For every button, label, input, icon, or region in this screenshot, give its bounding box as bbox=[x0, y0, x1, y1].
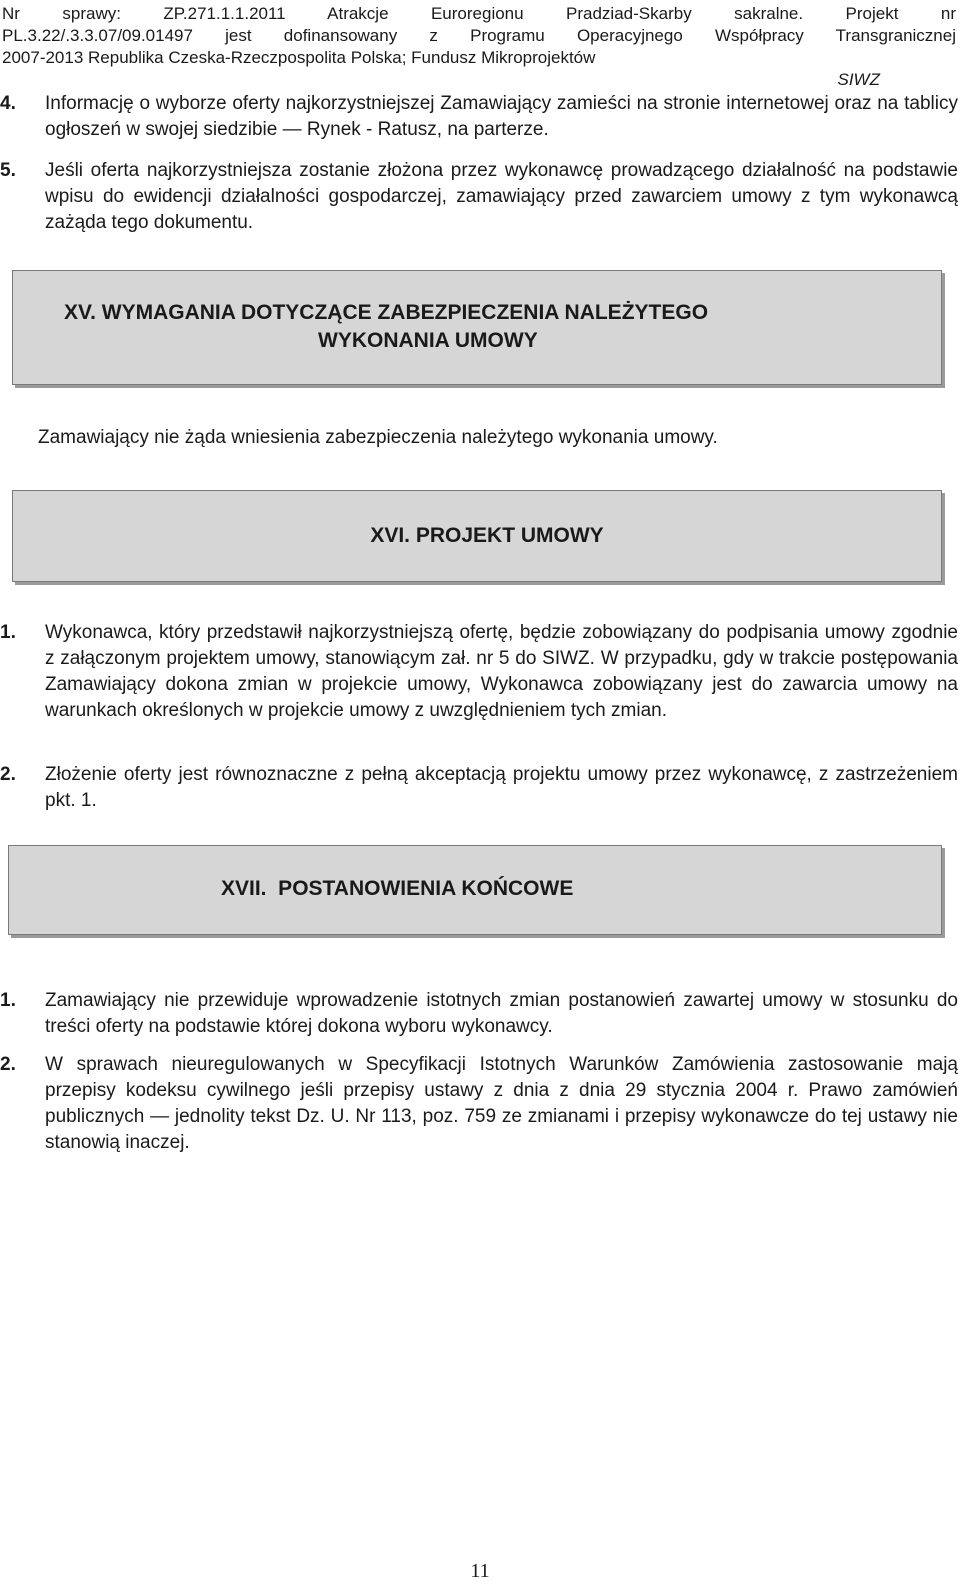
section-xv-heading-line-2: WYKONANIA UMOWY bbox=[318, 329, 538, 352]
xvi-item-1-number: 1. bbox=[0, 622, 16, 643]
xvii-item-1-text: Zamawiający nie przewiduje wprowadzenie istotnych zmian postanowień zawartej umowy w stosunku do treści oferty na podstawie której dokona wyboru wykonawcy. bbox=[45, 990, 958, 1037]
item-4-number: 4. bbox=[0, 93, 16, 114]
xvii-item-1-number: 1. bbox=[0, 990, 16, 1011]
siwz-label: SIWZ bbox=[837, 70, 880, 89]
xvi-item-1-text: Wykonawca, który przedstawił najkorzystniejszą ofertę, będzie zobowiązany do podpisania umowy zgodnie z załączonym projektem umowy, stanowiącym zał. nr 5 do SIWZ. W przypadku, gdy w trakcie postępowania Zamawiający dokona zmian w projekcie umowy, Wykonawca zobowiązany jest do zawarcia umowy na warunkach określonych w projekcie umowy z uwzględnieniem tych zmian. bbox=[45, 622, 958, 721]
section-xvii-heading: XVII. POSTANOWIENIA KOŃCOWE bbox=[221, 877, 574, 900]
item-4-text: Informację o wyborze oferty najkorzystniejszej Zamawiający zamieści na stronie internetowej oraz na tablicy ogłoszeń w swojej siedzibie — Rynek - Ratusz, na parterze. bbox=[45, 93, 958, 140]
section-xvii-heading-box bbox=[8, 845, 942, 935]
section-xv-text: Zamawiający nie żąda wniesienia zabezpieczenia należytego wykonania umowy. bbox=[38, 427, 718, 448]
header-line-3: 2007-2013 Republika Czeska-Rzeczpospolita Polska; Fundusz Mikroprojektów bbox=[2, 48, 596, 67]
header-line-2: PL.3.22/.3.3.07/09.01497 jest dofinansowany z Programu Operacyjnego Współpracy Transgranicznej bbox=[2, 26, 956, 45]
item-5-text: Jeśli oferta najkorzystniejsza zostanie złożona przez wykonawcę prowadzącego działalność na podstawie wpisu do ewidencji działalności gospodarczej, zamawiający przed zawarciem umowy z tym wykonawcą zażąda tego dokumentu. bbox=[45, 160, 958, 233]
section-xv-heading-box bbox=[12, 270, 942, 385]
xvi-item-2-text: Złożenie oferty jest równoznaczne z pełną akceptacją projektu umowy przez wykonawcę, z zastrzeżeniem pkt. 1. bbox=[45, 764, 958, 811]
header-line-1: Nr sprawy: ZP.271.1.1.2011 Atrakcje Euroregionu Pradziad-Skarby sakralne. Projekt nr bbox=[2, 4, 956, 23]
section-xv-heading-line-1: XV. WYMAGANIA DOTYCZĄCE ZABEZPIECZENIA NALEŻYTEGO bbox=[64, 301, 709, 324]
item-5-number: 5. bbox=[0, 160, 16, 181]
page-number: 11 bbox=[470, 1560, 490, 1582]
xvii-item-2-text: W sprawach nieuregulowanych w Specyfikacji Istotnych Warunków Zamówienia zastosowanie mają przepisy kodeksu cywilnego jeśli przepisy ustawy z dnia z dnia 29 stycznia 2004 r. Prawo zamówień publicznych — jednolity tekst Dz. U. Nr 113, poz. 759 ze zmianami i przepisy wykonawcze do tej ustawy nie stanowią inaczej. bbox=[45, 1054, 958, 1153]
xvi-item-2-number: 2. bbox=[0, 764, 16, 785]
section-xvi-heading-box bbox=[12, 490, 942, 582]
xvii-item-2-number: 2. bbox=[0, 1054, 16, 1075]
section-xvi-heading: XVI. PROJEKT UMOWY bbox=[370, 524, 604, 547]
